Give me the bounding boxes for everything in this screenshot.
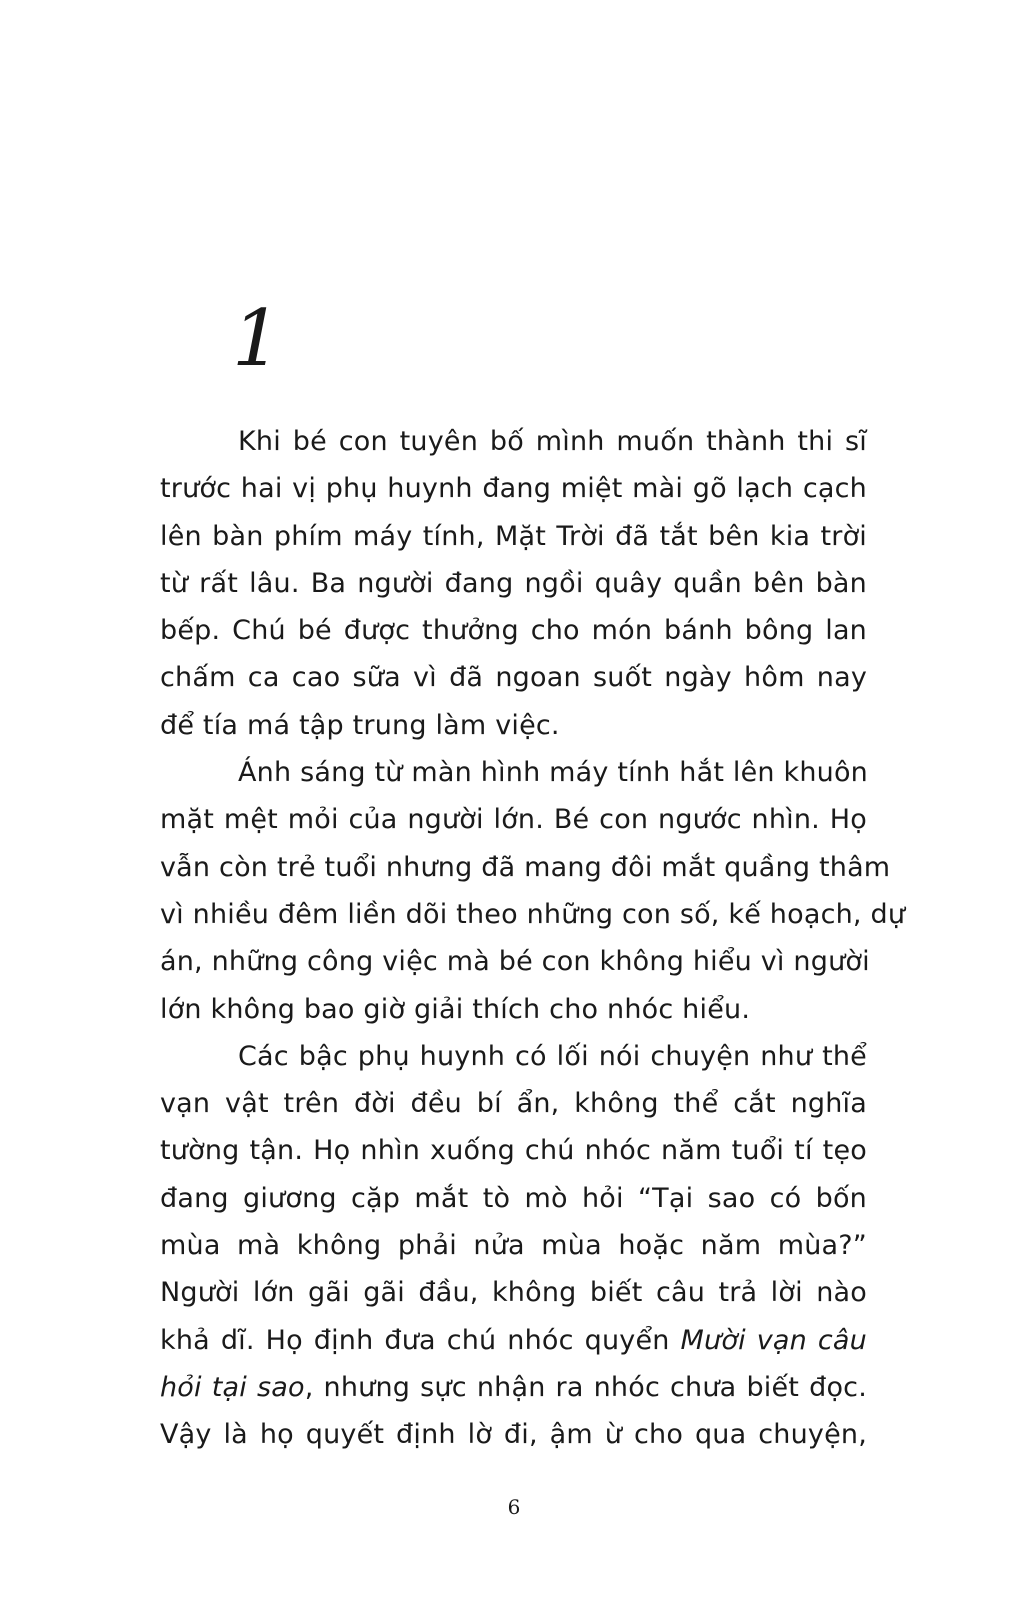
text-line: tường tận. Họ nhìn xuống chú nhóc năm tuổi tí tẹo (160, 1135, 867, 1167)
text-segment: , nhưng sực nhận ra nhóc chưa biết đọc. (304, 1371, 867, 1403)
text-line (160, 1317, 867, 1364)
paragraph-2 (160, 749, 906, 1033)
text-line: chấm ca cao sữa vì đã ngoan suốt ngày hôm nay (160, 662, 867, 694)
text-line: lớn không bao giờ giải thích cho nhóc hiểu. (160, 993, 751, 1025)
text-line: vì nhiều đêm liền dõi theo những con số, kế hoạch, dự (160, 898, 906, 930)
text-line: Các bậc phụ huynh có lối nói chuyện như thể (238, 1040, 867, 1072)
text-line: mặt mệt mỏi của người lớn. Bé con ngước nhìn. Họ (160, 804, 867, 836)
text-line (160, 1364, 867, 1411)
paragraph-3 (160, 1033, 867, 1459)
text-line: Ánh sáng từ màn hình máy tính hắt lên khuôn (238, 757, 868, 789)
text-line: mùa mà không phải nửa mùa hoặc năm mùa?” (160, 1230, 867, 1262)
text-line: đang giương cặp mắt tò mò hỏi “Tại sao có bốn (160, 1182, 867, 1214)
text-line: vẫn còn trẻ tuổi nhưng đã mang đôi mắt quầng thâm (160, 851, 891, 883)
text-line: án, những công việc mà bé con không hiểu vì người (160, 946, 870, 978)
text-line: lên bàn phím máy tính, Mặt Trời đã tắt bên kia trời (160, 520, 867, 552)
text-segment: khả dĩ. Họ định đưa chú nhóc quyển (160, 1324, 681, 1356)
text-line: để tía má tập trung làm việc. (160, 709, 560, 741)
text-line: Khi bé con tuyên bố mình muốn thành thi sĩ (238, 426, 867, 457)
text-line: bếp. Chú bé được thưởng cho món bánh bông lan (160, 615, 867, 647)
page-number: 6 (507, 1495, 521, 1519)
book-title: hỏi tại sao (160, 1371, 305, 1403)
chapter-number: 1 (232, 294, 282, 384)
paragraph-1 (160, 418, 867, 749)
text-line: Vậy là họ quyết định lờ đi, ậm ừ cho qua chuyện, (160, 1419, 867, 1451)
text-line: Người lớn gãi gãi đầu, không biết câu trả lời nào (160, 1277, 867, 1309)
text-line: trước hai vị phụ huynh đang miệt mài gõ lạch cạch (160, 473, 867, 505)
text-line: từ rất lâu. Ba người đang ngồi quây quần bên bàn (160, 567, 867, 599)
book-title: Mười vạn câu (680, 1324, 867, 1356)
chapter-body (160, 418, 906, 1459)
text-line: vạn vật trên đời đều bí ẩn, không thể cắt nghĩa (160, 1088, 867, 1120)
